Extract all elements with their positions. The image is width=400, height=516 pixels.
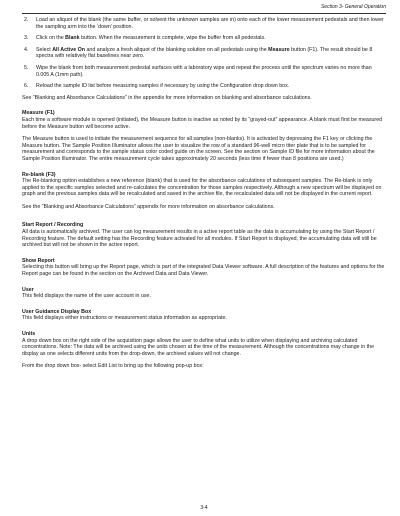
step-text: Select [36,46,53,53]
paragraph: A drop down box on the right side of the acquisition page allows the user to define what units to utilize when displaying and archiving calculated concentrations. Note: The data will be archived using the units chosen at the time of the measurement. Although the concentrations may change in the display as one selects different units from the drop-down, the archived values will not change. [22,337,375,357]
section-title: Measure (F1) [22,110,55,117]
step-number: 3. [24,35,29,42]
step-text: button. When the measurement is complete, wipe the buffer from all pedestals. [79,35,266,42]
section-title: User [22,286,34,293]
step-number: 5. [24,64,29,71]
step-number: 6. [24,83,29,90]
step-bold-text: Measure [268,46,290,53]
step-text: and analyze a fresh aliquot of the blanking solution on all pedestals using the [84,46,269,53]
paragraph: All data is automatically archived. The user can log measurement results in a active report table as the data is accumulating by using the Start Report / Recording feature. The default setting has the Recording feature activated for all modules. If Start Report is displayed, the accumulating data will still be archived but will not be shown in the active report. [22,229,377,249]
paragraph: Selecting this button will bring up the Report page, which is part of the integrated Data Viewer software. A full description of the features and options for the Report page can be found in the section on the Archived Data and Data Viewer. [22,264,385,278]
step-number: 2. [24,17,29,23]
page-header: Section 3- General Operation [320,4,386,10]
step-item [24,17,386,30]
step-number: 4. [24,46,29,53]
section-user-guidance [22,309,386,322]
intro-note: See “Blanking and Absorbance Calculations” in the appendix for more information on blanking and absorbance calculations. [22,94,312,101]
paragraph: See the “Blanking and Absorbance Calculations” appendix for more information on absorbance calculations. [22,203,275,210]
step-text: Wipe the blank from both measurement pedestal surfaces with a laboratory wipe and repeat the process until the spectrum varies no more than 0.005 A (1mm path). [36,64,372,78]
page-content [22,17,386,376]
document-page [22,4,386,512]
section-title: User Guidance Display Box [22,308,92,315]
header-rule [22,13,386,14]
paragraph: This field displays the name of the user account in use. [22,293,151,300]
procedure-steps [22,17,386,90]
section-title: Start Report / Recording [22,222,84,229]
section-show-report [22,258,386,278]
paragraph: Each time a software module is opened (initiated), the Measure button is inactive as noted by its “grayed-out” appearance. A blank must first be measured before the Measure button will become active. [22,116,383,130]
step-item [24,64,386,78]
section-title: Re-blank (F3) [22,171,56,178]
section-measure [22,110,386,162]
step-text: button (F1). The result should be 8 spectra with relatively flat baselines near zero. [36,46,373,60]
step-bold-text: All Active On [52,46,85,53]
section-user [22,287,386,300]
section-start-report [22,222,386,248]
page-number: 3-4 [200,505,208,512]
step-text: Reload the sample ID list before measuring samples if necessary by using the Configuration drop down box. [36,83,290,90]
section-reblank [22,172,386,211]
step-item [24,35,386,42]
paragraph: From the drop down box- select Edit List to bring up the following pop-up box: [22,363,204,370]
step-text: Click on the [36,35,66,42]
step-text: Load an aliquot of the blank (the same buffer, or solvent the unknown samples are in) onto each of the lower measurement pedestals and then lower the sampling arm into the ‘down’ position. [36,17,384,30]
step-bold-text: Blank [65,35,80,42]
paragraph: The Re-blanking option establishes a new reference (blank) that is used for the absorbance calculations of subsequent samples. The Re-blank is only applied to the specific samples selected and re-calculates the concentration for those samples respectively. Although a new spectrum will be displayed on graph and the previous samples data will be recalculated and saved in the archive file, the recalculated data will not be displayed in the current report. [22,178,382,198]
section-title: Show Report [22,257,55,264]
step-item [24,83,386,90]
paragraph: This field displays either instructions or measurement status information as appropriate. [22,315,227,322]
paragraph: The Measure button is used to initiate the measurement sequence for all samples (non-blanks). It is activated by depressing the F1 key or clicking the Measure button. The Sample Position Illuminator allows the user to visualize the row of a standard 96-well micro titer plate that is to be sampled for measurement and corresponds to the sample status color coded guide on the screen. See the section on Sample ID file for more information about the Sample Position Illuminator. The entire measurement cycle takes approximately 20 seconds (less time if fewer than 8 positions are used.) [22,136,375,162]
step-item [24,46,386,60]
section-units [22,331,386,370]
section-title: Units [22,331,36,337]
